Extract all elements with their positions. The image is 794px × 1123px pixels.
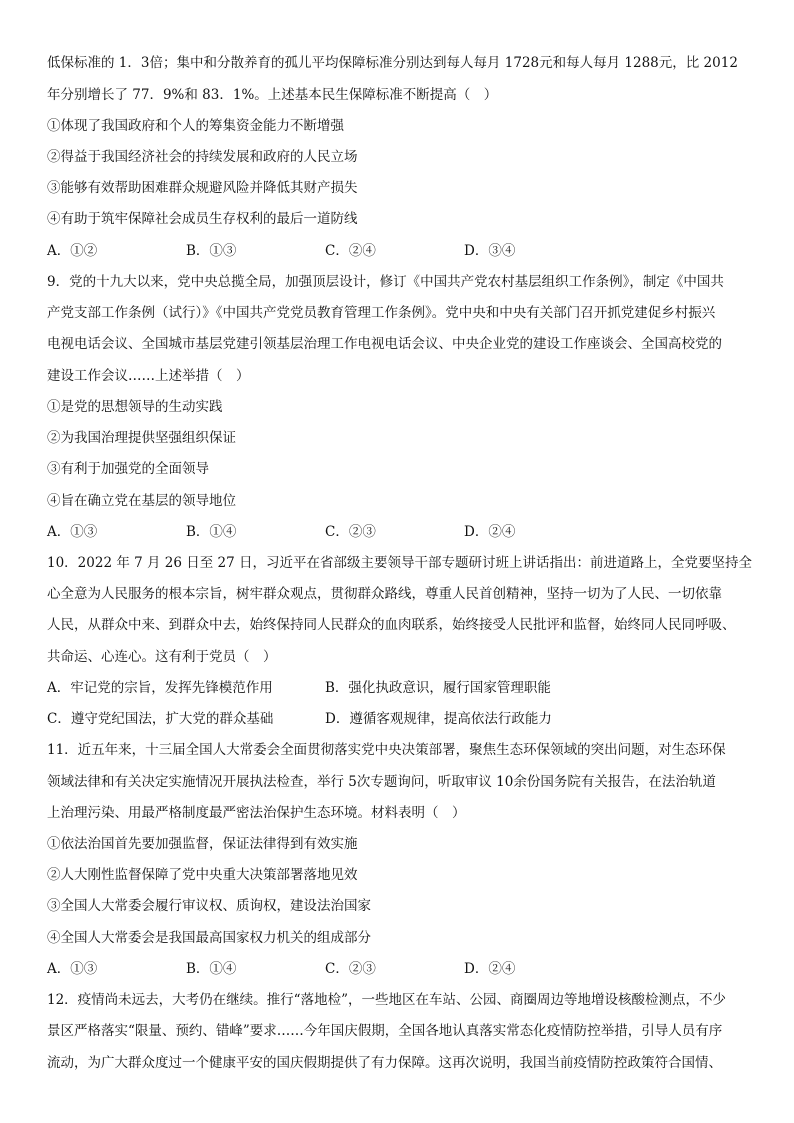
q11-statement-2: ②人大刚性监督保障了党中央重大决策部署落地见效 xyxy=(47,867,358,883)
q11-stem-line: 上治理污染、用最严格制度最严密法治保护生态环境。材料表明（ ） xyxy=(47,805,466,821)
q8-statement-1: ①体现了我国政府和个人的筹集资金能力不断增强 xyxy=(47,118,344,134)
q10-stem-line: 共命运、心连心。这有利于党员（ ） xyxy=(47,649,277,665)
q11-option-c: C．②③ xyxy=(325,961,376,977)
q9-statement-4: ④旨在确立党在基层的领导地位 xyxy=(47,493,236,509)
q12-stem-line: 12．疫情尚未远去，大考仍在继续。推行“落地检”，一些地区在车站、公园、商圈周边等地增设核酸检测点，不少 xyxy=(47,992,726,1008)
q9-option-b: B．①④ xyxy=(186,524,237,540)
q11-statement-3: ③全国人大常委会履行审议权、质询权，建设法治国家 xyxy=(47,898,371,914)
q9-option-c: C．②③ xyxy=(325,524,376,540)
q10-stem-line: 心全意为人民服务的根本宗旨，树牢群众观点，贯彻群众路线，尊重人民首创精神，坚持一切为了人民、一切依靠 xyxy=(47,586,722,602)
q11-option-b: B．①④ xyxy=(186,961,237,977)
q11-stem-line: 领域法律和有关决定实施情况开展执法检查，举行 5次专题询问，听取审议 10余份国务院有关报告，在法治轨道 xyxy=(47,774,716,790)
q10-stem-line: 人民，从群众中来、到群众中去，始终保持同人民群众的血肉联系，始终接受人民批评和监督，始终同人民同呼吸、 xyxy=(47,617,736,633)
q8-option-c: C．②④ xyxy=(325,243,376,259)
q10-stem-line: 10．2022 年 7 月 26 日至 27 日，习近平在省部级主要领导干部专题研讨班上讲话指出：前进道路上，全党要坚持全 xyxy=(47,555,753,571)
q11-option-a: A．①③ xyxy=(47,961,98,977)
q11-statement-4: ④全国人大常委会是我国最高国家权力机关的组成部分 xyxy=(47,930,371,946)
q8-statement-3: ③能够有效帮助困难群众规避风险并降低其财产损失 xyxy=(47,180,358,196)
q9-statement-1: ①是党的思想领导的生动实践 xyxy=(47,399,223,415)
q10-option-b: B．强化执政意识，履行国家管理职能 xyxy=(325,680,551,696)
q9-stem-line: 建设工作会议……上述举措（ ） xyxy=(47,368,250,384)
q8-stem-line: 年分别增长了 77．9%和 83．1%。上述基本民生保障标准不断提高（ ） xyxy=(47,87,498,103)
q9-stem-line: 9．党的十九大以来，党中央总揽全局，加强顶层设计，修订《中国共产党农村基层组织工作条例》，制定《中国共 xyxy=(47,274,724,290)
q8-option-b: B．①③ xyxy=(186,243,237,259)
q12-stem-line: 景区严格落实“限量、预约、错峰”要求……今年国庆假期，全国各地认真落实常态化疫情防控举措，引导人员有序 xyxy=(47,1023,723,1039)
q8-option-d: D．③④ xyxy=(464,243,516,259)
q12-stem-line: 流动，为广大群众度过一个健康平安的国庆假期提供了有力保障。这再次说明，我国当前疫情防控政策符合国情、 xyxy=(47,1055,722,1071)
q11-stem-line: 11．近五年来，十三届全国人大常委会全面贯彻落实党中央决策部署，聚焦生态环保领域的突出问题，对生态环保 xyxy=(47,742,726,758)
q10-option-d: D．遵循客观规律，提高依法行政能力 xyxy=(325,711,552,727)
q10-option-c: C．遵守党纪国法，扩大党的群众基础 xyxy=(47,711,274,727)
q9-stem-line: 电视电话会议、全国城市基层党建引领基层治理工作电视电话会议、中央企业党的建设工作座谈会、全国高校党的 xyxy=(47,336,722,352)
q10-option-a: A．牢记党的宗旨，发挥先锋模范作用 xyxy=(47,680,273,696)
q8-option-a: A．①② xyxy=(47,243,98,259)
q9-option-d: D．②④ xyxy=(464,524,516,540)
q8-stem-line: 低保标准的 1．3倍；集中和分散养育的孤儿平均保障标准分别达到每人每月 1728元和每人每月 1288元，比 2012 xyxy=(47,55,738,71)
q11-option-d: D．②④ xyxy=(464,961,516,977)
q9-statement-2: ②为我国治理提供坚强组织保证 xyxy=(47,430,236,446)
q8-statement-4: ④有助于筑牢保障社会成员生存权利的最后一道防线 xyxy=(47,211,358,227)
q9-option-a: A．①③ xyxy=(47,524,98,540)
q9-stem-line: 产党支部工作条例（试行）》《中国共产党党员教育管理工作条例》。党中央和中央有关部门召开抓党建促乡村振兴 xyxy=(47,305,716,321)
q9-statement-3: ③有利于加强党的全面领导 xyxy=(47,461,209,477)
q11-statement-1: ①依法治国首先要加强监督，保证法律得到有效实施 xyxy=(47,836,358,852)
q8-statement-2: ②得益于我国经济社会的持续发展和政府的人民立场 xyxy=(47,149,358,165)
